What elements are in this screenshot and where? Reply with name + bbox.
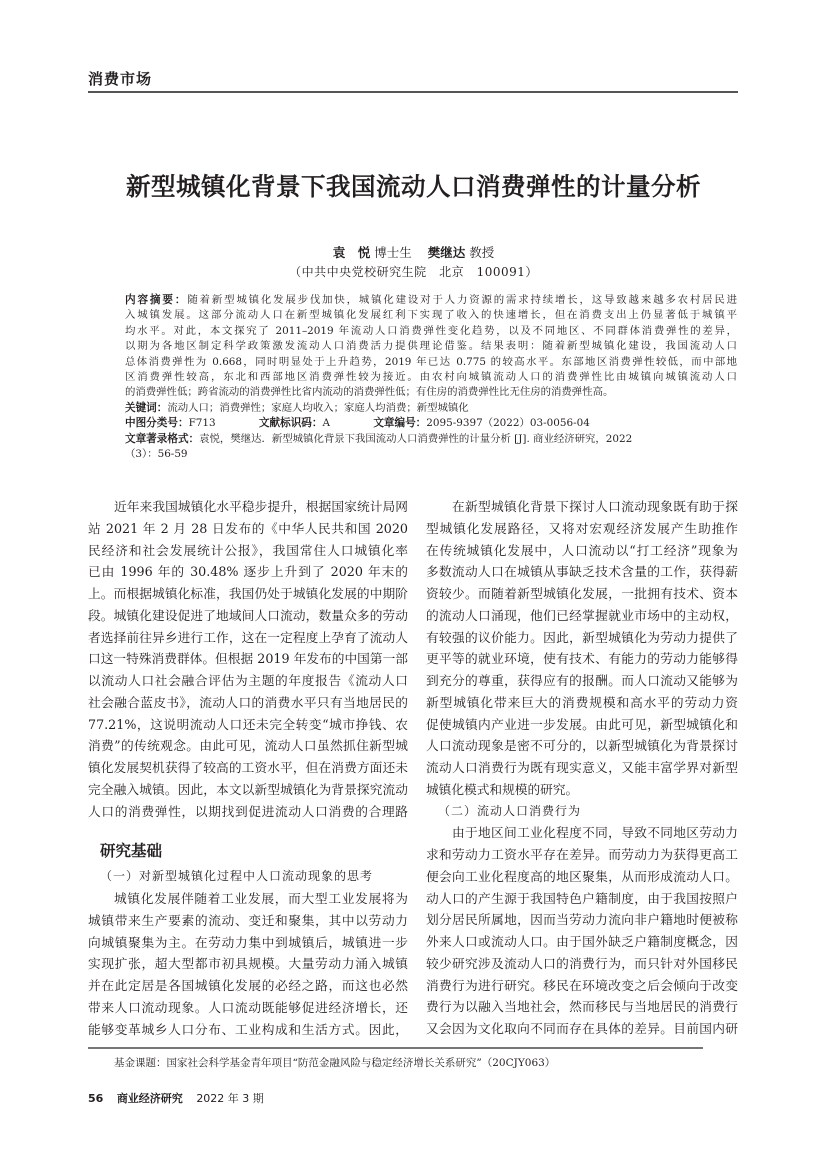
body-text-line: 消费行为进行研究。移民在环境改变之后会倾向于改变 — [426, 977, 738, 993]
body-text-line: 便会向工业化程度高的地区聚集，从而形成流动人口。 — [426, 868, 738, 884]
fund-note: 基金课题：国家社会科学基金青年项目“防范金融风险与稳定经济增长关系研究”（20CJY063） — [114, 1057, 556, 1069]
body-text-line: 段。城镇化建设促进了地域间人口流动，数量众多的劳动 — [88, 607, 408, 623]
body-text-line: 民经济和社会发展统计公报》，我国常住人口城镇化率 — [88, 542, 408, 558]
body-text-line: 由于地区间工业化程度不同，导致不同地区劳动力 — [452, 825, 738, 841]
body-text-line: 人口的消费弹性，以期找到促进流动人口消费的合理路 — [88, 803, 408, 819]
doc-code-label: 文献标识码： — [258, 417, 323, 430]
abstract-line: 总体消费弹性为 0.668，同时明显处于上升趋势，2019 年已达 0.775 的较高水平。东部地区消费弹性较低，而中部地 — [125, 355, 737, 368]
subsection-heading: （二）流动人口消费行为 — [438, 803, 582, 818]
body-text-line: 费行为以融入当地社会，然而移民与当地居民的消费行 — [426, 999, 738, 1015]
article-no-label: 文章编号： — [373, 417, 427, 430]
body-text-line: 促使城镇内产业进一步发展。由此可见，新型城镇化和 — [426, 716, 738, 732]
body-text-line: 带来人口流动现象。人口流动既能够促进经济增长，还 — [88, 999, 408, 1015]
page-number: 56 — [88, 1092, 104, 1105]
authors — [0, 243, 827, 261]
body-text-line: 者选择前往异乡进行工作，这在一定程度上孕育了流动人 — [88, 629, 408, 645]
body-text-line: 较少研究涉及流动人口的消费行为，而只针对外国移民 — [426, 955, 738, 971]
subsection-heading: （一）对新型城镇化过程中人口流动现象的思考 — [100, 869, 374, 884]
body-text-line: 外来人口或流动人口。由于国外缺乏户籍制度概念，因 — [426, 934, 738, 949]
body-text-line: 城镇化发展伴随着工业发展，而大型工业发展将为 — [114, 891, 408, 906]
author-name: 樊继达 — [427, 245, 466, 260]
body-text-line: 动人口的产生源于我国特色户籍制度，由于我国按照户 — [426, 890, 738, 906]
affiliation: （中共中央党校研究生院 北京 100091） — [289, 265, 538, 279]
section-label: 消费市场 — [88, 70, 153, 88]
abstract-text: 随着新型城镇化发展步伐加快，城镇化建设对于人力资源的需求持续增长，这导致越来越多农村居民进 — [187, 294, 737, 306]
abstract-line: 以期为各地区制定科学政策激发流动人口消费活力提供理论借鉴。结果表明：随着新型城镇化建设，我国流动人口 — [125, 340, 737, 353]
body-right-column — [426, 496, 738, 1040]
body-text-line: 的流动人口涌现，他们已经掌握就业市场中的主动权， — [426, 607, 738, 623]
abstract — [125, 293, 737, 462]
body-text-line: 完全融入城镇。因此，本文以新型城镇化为背景探究流动 — [88, 781, 408, 797]
abstract-line: 均水平。对此，本文探究了 2011–2019 年流动人口消费弹性变化趋势，以及不同地区、不同群体消费弹性的差异， — [125, 324, 737, 337]
body-text-line: 城镇化模式和规模的研究。 — [426, 781, 579, 797]
abstract-line — [125, 293, 737, 308]
body-left-column — [88, 496, 408, 1040]
body-text-line: 以流动人口社会融合评估为主题的年度报告《流动人口 — [88, 673, 408, 688]
body-text-line: 新型城镇化带来巨大的消费规模和高水平的劳动力资 — [426, 694, 738, 710]
keywords-row — [125, 401, 737, 416]
body-text-line: 站 2021 年 2 月 28 日发布的《中华人民共和国 2020 — [88, 520, 408, 536]
body-text-line: 能够变革城乡人口分布、工业构成和生活方式。因此， — [88, 1021, 408, 1037]
classification-row — [125, 416, 737, 431]
author-title: 博士生 — [374, 245, 412, 260]
author-name: 袁 悦 — [332, 245, 371, 260]
body-text-line: 镇化发展契机获得了较高的工资水平，但在消费方面还未 — [88, 760, 408, 775]
body-text-line: 有较强的议价能力。因此，新型城镇化为劳动力提供了 — [426, 629, 738, 645]
page-footer — [88, 1090, 264, 1106]
body-text-line: 77.21%，这说明流动人口还未完全转变“城市挣钱、农 — [88, 716, 408, 732]
article-title: 新型城镇化背景下我国流动人口消费弹性的计量分析 — [126, 172, 701, 201]
citation-label: 文章著录格式： — [125, 432, 200, 445]
doc-code-value: A — [322, 417, 330, 430]
body-text-line: 又会因为文化取向不同而存在具体的差异。目前国内研 — [426, 1021, 738, 1036]
body-text-line: 划分居民所属地，因而当劳动力流向非户籍地时便被称 — [426, 912, 738, 928]
header-rule — [88, 91, 738, 93]
keywords-label: 关键词： — [125, 401, 168, 414]
body-text-line: 社会融合蓝皮书》，流动人口的消费水平只有当地居民的 — [88, 694, 408, 710]
footnote-rule — [88, 1047, 703, 1049]
journal-name: 商业经济研究 — [116, 1092, 183, 1105]
abstract-line: 的消费弹性低；跨省流动的消费弹性比省内流动的消费弹性低；有住房的消费弹性比无住房的消费弹性高。 — [125, 386, 614, 399]
body-text-line: 到充分的尊重，获得应有的报酬。而人口流动又能够为 — [426, 673, 738, 688]
body-text-line: 近年来我国城镇化水平稳步提升，根据国家统计局网 — [114, 499, 408, 514]
citation-row-cont: （3）：56-59 — [125, 447, 188, 460]
citation-row — [125, 432, 737, 447]
clc-label: 中图分类号： — [125, 417, 189, 430]
body-text-line: 资较少。而随着新型城镇化发展，一批拥有技术、资本 — [426, 586, 738, 601]
abstract-line: 入城镇发展。这部分流动人口在新型城镇化发展红利下实现了收入的快速增长，但在消费支出上仍显著低于城镇平 — [125, 309, 737, 322]
body-text-line: 流动人口消费行为既有现实意义，又能丰富学界对新型 — [426, 760, 738, 775]
body-text-line: 在传统城镇化发展中，人口流动以“打工经济”现象为 — [426, 542, 738, 558]
body-text-line: 求和劳动力工资水平存在差异。而劳动力为获得更高工 — [426, 847, 738, 862]
body-text-line: 在新型城镇化背景下探讨人口流动现象既有助于探 — [452, 499, 738, 514]
abstract-line: 区消费弹性较高，东北和西部地区消费弹性较为接近。由农村向城镇流动人口的消费弹性比由城镇向城镇流动人口 — [125, 370, 737, 383]
clc-value: F713 — [188, 417, 216, 430]
body-text-line: 向城镇聚集为主。在劳动力集中到城镇后，城镇进一步 — [88, 934, 408, 950]
keywords: 流动人口；消费弹性；家庭人均收入；家庭人均消费；新型城镇化 — [167, 401, 469, 414]
section-heading: 研究基础 — [100, 842, 163, 861]
abstract-label: 内容摘要： — [125, 294, 188, 306]
body-text-line: 上。而根据城镇化标准，我国仍处于城镇化发展的中期阶 — [88, 586, 408, 601]
body-text-line: 实现扩张，超大型都市初具规模。大量劳动力涌入城镇 — [88, 956, 408, 972]
citation-text: 袁悦，樊继达．新型城镇化背景下我国流动人口消费弹性的计量分析 [J]. 商业经济研究，2022 — [199, 432, 633, 445]
body-text-line: 多数流动人口在城镇从事缺乏技术含量的工作，获得薪 — [426, 564, 738, 580]
author-title: 教授 — [469, 245, 495, 260]
article-no-value: 2095-9397（2022）03-0056-04 — [426, 417, 590, 430]
body-text-line: 并在此定居是各国城镇化发展的必经之路，而这也必然 — [88, 978, 408, 993]
body-text-line: 口这一特殊消费群体。但根据 2019 年发布的中国第一部 — [88, 651, 408, 667]
body-text-line: 更平等的就业环境，使有技术、有能力的劳动力能够得 — [426, 651, 738, 667]
body-text-line: 人口流动现象是密不可分的，以新型城镇化为背景探讨 — [426, 738, 738, 754]
body-text-line: 已由 1996 年的 30.48% 逐步上升到了 2020 年末的 — [88, 564, 408, 580]
body-text-line: 型城镇化发展路径，又将对宏观经济发展产生助推作 — [426, 520, 738, 536]
body-text-line: 城镇带来生产要素的流动、变迁和聚集，其中以劳动力 — [88, 912, 408, 928]
body-text-line: 消费”的传统观念。由此可见，流动人口虽然抓住新型城 — [88, 738, 408, 754]
issue: 2022 年 3 期 — [196, 1092, 264, 1105]
